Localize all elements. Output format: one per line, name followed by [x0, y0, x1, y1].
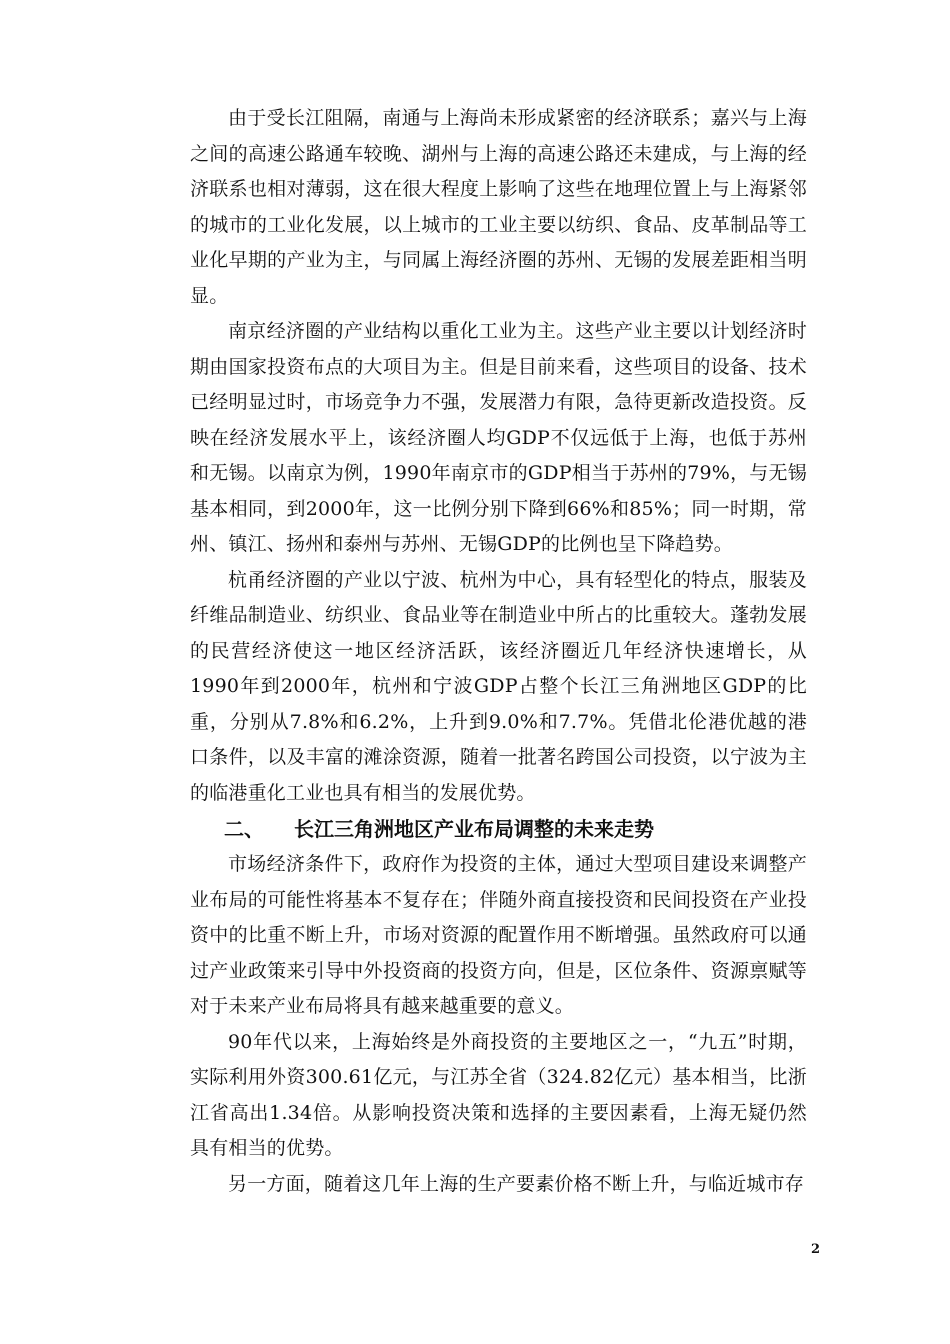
paragraph-shanghai-foreign-investment: 90年代以来，上海始终是外商投资的主要地区之一，“九五”时期，实际利用外资300.61亿元，与江苏全省（324.82亿元）基本相当，比浙江省高出1.34倍。从影响投资决策和选择的主要因素看，上海无疑仍然具有相当的优势。: [190, 1030, 807, 1159]
paragraph-hangyong-economic-circle: 杭甬经济圈的产业以宁波、杭州为中心，具有轻型化的特点，服装及纤维品制造业、纺织业、食品业等在制造业中所占的比重较大。蓬勃发展的民营经济使这一地区经济活跃，该经济圈近几年经济快速增长，从1990年到2000年，杭州和宁波GDP占整个长江三角洲地区GDP的比重，分别从7.8%和6.2%，上升到9.0%和7.7%。凭借北伦港优越的港口条件，以及丰富的滩涂资源，随着一批著名跨国公司投资，以宁波为主的临港重化工业也具有相当的发展优势。: [190, 568, 807, 804]
section-title: 长江三角洲地区产业布局调整的未来走势: [294, 817, 654, 841]
section-heading: [190, 811, 807, 847]
paragraph-factor-prices: 另一方面，随着这几年上海的生产要素价格不断上升，与临近城市存: [228, 1172, 805, 1195]
page-number: 2: [810, 1242, 820, 1257]
document-body: [190, 101, 807, 1202]
paragraph-nanjing-economic-circle: 南京经济圈的产业结构以重化工业为主。这些产业主要以计划经济时期由国家投资布点的大项目为主。但是目前来看，这些项目的设备、技术已经明显过时，市场竞争力不强，发展潜力有限，急待更新改造投资。反映在经济发展水平上，该经济圈人均GDP不仅远低于上海，也低于苏州和无锡。以南京为例，1990年南京市的GDP相当于苏州的79%，与无锡基本相同，到2000年，这一比例分别下降到66%和85%；同一时期，常州、镇江、扬州和泰州与苏州、无锡GDP的比例也呈下降趋势。: [190, 320, 807, 555]
paragraph-market-economy: 市场经济条件下，政府作为投资的主体，通过大型项目建设来调整产业布局的可能性将基本不复存在；伴随外商直接投资和民间投资在产业投资中的比重不断上升，市场对资源的配置作用不断增强。虽然政府可以通过产业政策来引导中外投资商的投资方向，但是，区位条件、资源禀赋等对于未来产业布局将具有越来越重要的意义。: [190, 853, 807, 1017]
paragraph-nantong-jiaxing-huzhou: 由于受长江阻隔，南通与上海尚未形成紧密的经济联系；嘉兴与上海之间的高速公路通车较晚、湖州与上海的高速公路还未建成，与上海的经济联系也相对薄弱，这在很大程度上影响了这些在地理位置上与上海紧邻的城市的工业化发展，以上城市的工业主要以纺织、食品、皮革制品等工业化早期的产业为主，与同属上海经济圈的苏州、无锡的发展差距相当明显。: [190, 107, 807, 307]
section-number: 二、: [224, 817, 264, 841]
